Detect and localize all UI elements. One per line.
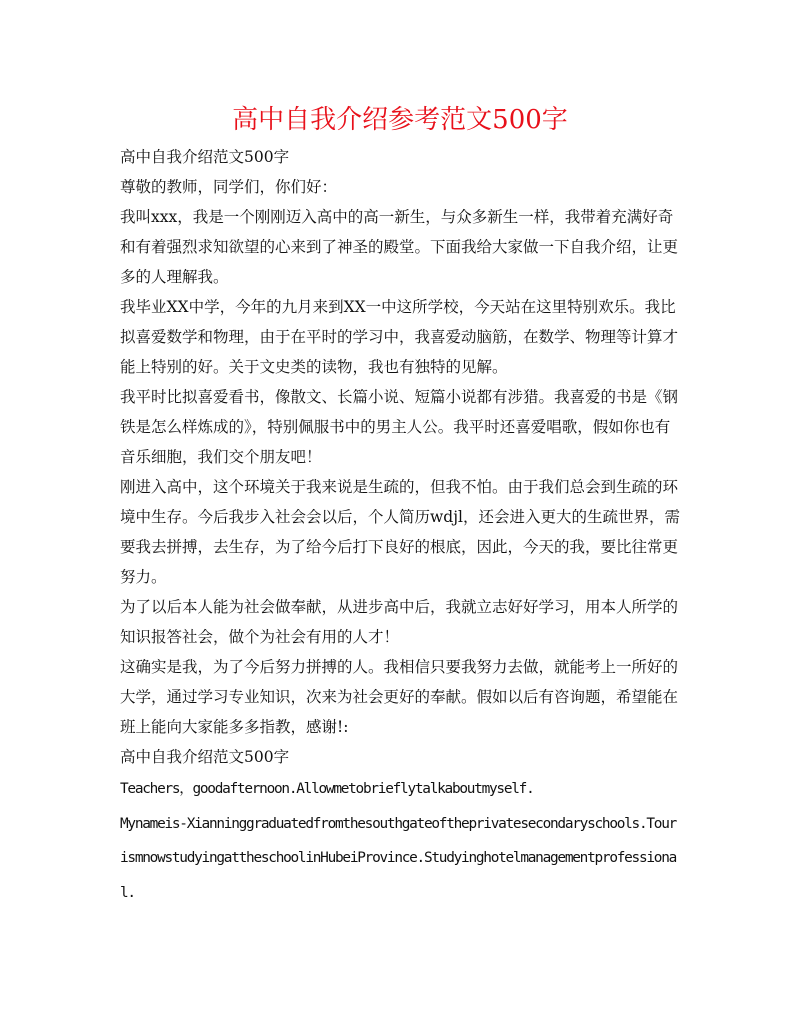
hobby-paragraph: 我平时比拟喜爱看书，像散文、长篇小说、短篇小说都有涉猎。我喜爱的书是《钢铁是怎么样炼成的》，特别佩服书中的男主人公。我平时还喜爱唱歌，假如你也有音乐细胞，我们交个朋友吧！ — [120, 388, 679, 466]
subtitle-paragraph: 高中自我介绍范文500字 — [120, 148, 290, 166]
environment-paragraph: 刚进入高中，这个环境关于我来说是生疏的，但我不怕。由于我们总会到生疏的环境中生存。今后我步入社会会以后，个人简历wdjl，还会进入更大的生疏世界，需要我去拼搏，去生存，为了给今后打下良好的根底，因此，今天的我，要比往常更努力。 — [120, 478, 680, 586]
intro-paragraph: 我叫xxx，我是一个刚刚迈入高中的高一新生，与众多新生一样，我带着充满好奇和有着强烈求知欲望的心来到了神圣的殿堂。下面我给大家做一下自我介绍，让更多的人理解我。 — [120, 208, 679, 286]
goal-paragraph: 为了以后本人能为社会做奉献，从进步高中后，我就立志好好学习，用本人所学的知识报答社会，做个为社会有用的人才！ — [120, 598, 679, 646]
second-subtitle-paragraph: 高中自我介绍范文500字 — [120, 748, 290, 766]
closing-paragraph: 这确实是我，为了今后努力拼搏的人。我相信只要我努力去做，就能考上一所好的大学，通过学习专业知识，次来为社会更好的奉献。假如以后有咨询题，希望能在班上能向大家能多多指教，感谢!: — [120, 658, 679, 736]
greeting-paragraph: 尊敬的教师，同学们，你们好： — [120, 178, 338, 196]
english-intro-paragraph: Mynameis-Xianninggraduatedfromthesouthgateoftheprivatesecondaryschools.TourismnowstudyingattheschoolinHubeiProvince.Studyinghotelmanagementprofessional. — [120, 815, 677, 901]
english-greeting-paragraph: Teachers，goodafternoon.Allowmetobrieflytalkaboutmyself. — [120, 781, 534, 797]
document-title: 高中自我介绍参考范文500字 — [232, 105, 568, 135]
document-body — [120, 142, 680, 910]
school-paragraph: 我毕业XX中学，今年的九月来到XX一中这所学校，今天站在这里特别欢乐。我比拟喜爱数学和物理，由于在平时的学习中，我喜爱动脑筋，在数学、物理等计算才能上特别的好。关于文史类的读物，我也有独特的见解。 — [120, 298, 679, 376]
